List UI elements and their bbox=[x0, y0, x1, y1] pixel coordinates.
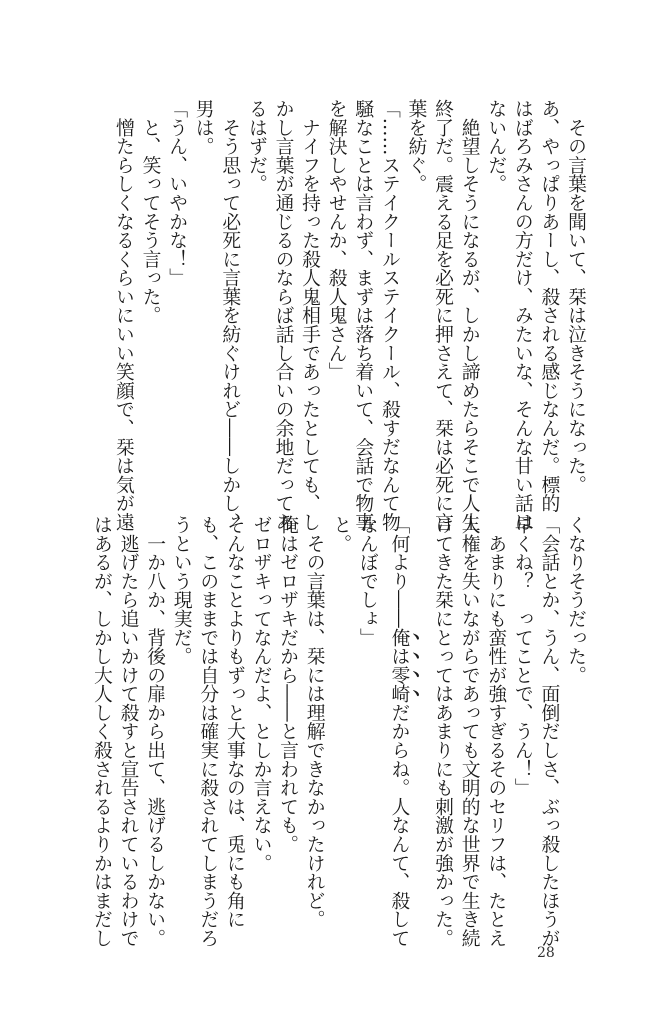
text-line: 「うん、いやかな！」 bbox=[166, 99, 188, 287]
text-segment: だからね。人なんて、殺して bbox=[388, 702, 410, 948]
text-line: ゼロザキってなんだよ、としか言えない。 bbox=[250, 515, 272, 873]
text-line: 一か八か、背後の扉から出て、逃げるしかない。 bbox=[144, 515, 166, 948]
text-block-bottom bbox=[87, 515, 588, 948]
text-line: そう思って必死に言葉を紡ぐけれど――しかし、 bbox=[219, 99, 241, 532]
text-line: あまりにも蛮性が強すぎるそのセリフは、たとえ bbox=[485, 515, 507, 948]
text-line: 終了だ。震える足を必死に押さえて、栞は必死に言 bbox=[432, 99, 454, 532]
text-line: 人権を失いながらであっても文明的な世界で生き続 bbox=[458, 515, 480, 948]
text-line: くなりそうだった。 bbox=[565, 515, 586, 685]
text-line: ないんだ。 bbox=[485, 99, 507, 193]
text-line: 騒なことは言わず、まずは落ち着いて、会話で物事 bbox=[352, 99, 374, 532]
text-line: そんなことよりもずっと大事なのは、兎にも角に bbox=[223, 515, 245, 929]
text-line: 男は。 bbox=[192, 99, 214, 156]
text-line: 絶望しそうになるが、しかし諦めたらそこで人生 bbox=[458, 99, 480, 532]
text-line: かし言葉が通じるのならば話し合いの余地だってあ bbox=[272, 99, 294, 532]
text-line: 「……ステイクールステイクール、殺すだなんて物 bbox=[378, 99, 400, 532]
text-line: 憎たらしくなるくらいにいい笑顔で、栞は気が遠 bbox=[112, 99, 134, 532]
text-line: 早くね？ ってことで、うん！」 bbox=[511, 515, 533, 797]
text-line: うという現実だ。 bbox=[170, 515, 192, 666]
text-line: 「会話とか、うん、面倒だしさ、ぶっ殺したほうが bbox=[538, 515, 560, 948]
emphasized-text: 俺は零崎 bbox=[388, 627, 410, 703]
text-line: はあるが、しかし大人しく殺されるよりかはまだし bbox=[90, 515, 112, 948]
text-line bbox=[385, 515, 423, 948]
text-line: を解決しやせんか、殺人鬼さん」 bbox=[325, 99, 347, 381]
text-line: と、笑ってそう言った。 bbox=[139, 99, 161, 325]
text-line: 逃げたら追いかけて殺すと宣告されているわけで bbox=[117, 515, 139, 948]
text-line: あ、やっぱりあーし、殺される感じなんだ。標的 bbox=[538, 99, 560, 513]
text-line: も、このままでは自分は確実に殺されてしまうだろ bbox=[197, 515, 219, 948]
text-line: るはずだ。 bbox=[245, 99, 267, 193]
page-number: 28 bbox=[537, 945, 555, 961]
text-line: ナイフを持った殺人鬼相手であったとしても、し bbox=[299, 99, 321, 532]
text-line: けてきた栞にとってはあまりにも刺激が強かった。 bbox=[432, 515, 454, 948]
text-block-top bbox=[109, 99, 588, 532]
text-line: 俺はゼロザキだから――と言われても。 bbox=[277, 515, 299, 854]
text-line: と。 bbox=[330, 515, 352, 553]
text-line: なんぼでしょ」 bbox=[356, 515, 378, 647]
text-line: はばろみさんの方だけ、みたいな、そんな甘い話は bbox=[511, 99, 533, 532]
text-line: 葉を紡ぐ。 bbox=[405, 99, 427, 193]
text-segment: 「何より―― bbox=[388, 515, 410, 628]
text-line: その言葉を聞いて、栞は泣きそうになった。 bbox=[565, 99, 586, 494]
text-line: その言葉は、栞には理解できなかったけれど。 bbox=[303, 515, 325, 929]
